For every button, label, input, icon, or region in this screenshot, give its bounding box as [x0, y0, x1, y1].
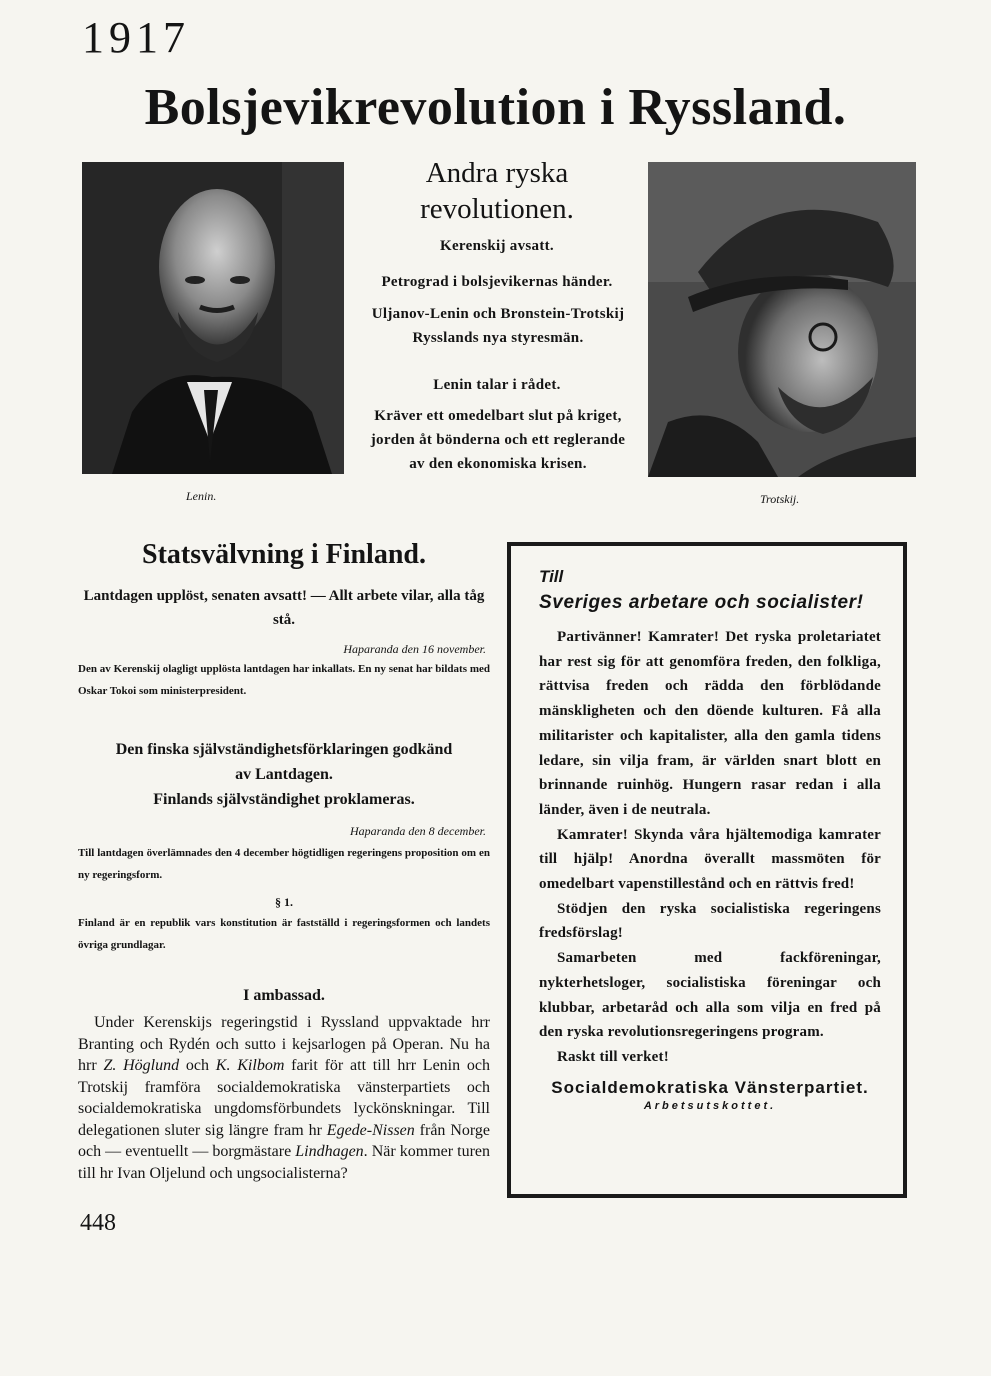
ambassad-name: Egede-Nissen	[326, 1121, 415, 1139]
ambassad-name: K. Kilbom	[215, 1057, 285, 1074]
manifesto-signature: Socialdemokratiska Vänsterpartiet.	[551, 1077, 869, 1097]
manifesto-address: Sveriges arbetare och socialister!	[539, 592, 864, 613]
manifesto-paragraph: Samarbeten med fackföreningar, nykterhetsloger, socialistiska föreningar och klubbar, arbetaråd och alla som vilja en fred på den ryska revolutionsregeringens program.	[539, 950, 881, 1041]
main-headline: Bolsjevikrevolution i Ryssland.	[144, 79, 847, 136]
ambassad-name: Z. Höglund	[103, 1057, 180, 1074]
finland-lead: Lantdagen upplöst, senaten avsatt! — Allt arbete vilar, alla tåg stå.	[83, 588, 485, 628]
independence-heading-line3: Finlands självständighet proklameras.	[153, 791, 415, 808]
ambassad-name: Lindhagen	[295, 1143, 364, 1160]
lenin-photo	[82, 162, 344, 474]
news-november: Den av Kerenskij olagligt upplösta lantdagen har inkallats. En ny senat har bildats med Oskar Tokoi som ministerpresident.	[78, 663, 490, 697]
trotskij-caption: Trotskij.	[760, 492, 800, 506]
center-p3: Uljanov-Lenin och Bronstein-Trotskij Rysslands nya styresmän.	[371, 306, 625, 346]
manifesto-paragraph: Kamrater! Skynda våra hjältemodiga kamrater till hjälp! Anordna överallt massmöten för omedelbart vapenstillestånd och en rättvis fred!	[539, 826, 881, 893]
center-p5: Kräver ett omedelbart slut på kriget, jorden åt bönderna och ett reglerande av den ekonomiska krisen.	[370, 408, 626, 472]
manifesto-box	[507, 542, 907, 1198]
news-constitution: Finland är en republik vars konstitution är fastställd i regeringsformen och landets övriga grundlagar.	[78, 917, 490, 951]
center-p1: Kerenskij avsatt.	[440, 238, 554, 254]
manifesto-paragraph: Stödjen den ryska socialistiska regeringens fredsförslag!	[539, 900, 881, 942]
page-number: 448	[80, 1210, 116, 1236]
manifesto-till: Till	[539, 567, 564, 586]
lenin-caption: Lenin.	[186, 489, 217, 503]
center-title	[368, 155, 626, 227]
independence-heading-line1: Den finska självständighetsförklaringen godkänd	[115, 741, 453, 758]
center-title-line2: revolutionen.	[420, 193, 574, 225]
manifesto-paragraph: Raskt till verket!	[557, 1048, 669, 1065]
dateline-november: Haparanda den 16 november.	[343, 642, 486, 656]
paragraph-symbol: § 1.	[275, 895, 293, 909]
ambassad-text: från Norge och — eventuellt — borgmästare	[78, 1121, 491, 1160]
center-p4: Lenin talar i rådet.	[433, 377, 561, 393]
finland-title: Statsvälvning i Finland.	[142, 539, 426, 570]
center-p2: Petrograd i bolsjevikernas händer.	[381, 274, 613, 290]
ambassad-text: farit för att till hrr Lenin och Trotskij framföra socialdemokratiska vänsterpartiets och socialdemokratiska ungdomsförbundets lyckönskningar. Till delegationen sluter sig längre fram hr	[78, 1057, 490, 1139]
ambassad-text: Under Kerenskijs regeringstid i Ryssland uppvaktade hrr Branting och Rydén och sutto i kejsarlogen på Operan. Nu ha hrr	[78, 1014, 490, 1074]
manifesto-subsignature: Arbetsutskottet.	[643, 1099, 777, 1112]
ambassad-text: och	[179, 1057, 216, 1074]
ambassad-title: I ambassad.	[243, 987, 325, 1004]
ambassad-text: . När kommer turen till hr Ivan Oljelund och ungsocialisterna?	[78, 1143, 490, 1182]
ambassad-body	[78, 1012, 490, 1184]
independence-heading	[78, 737, 490, 812]
dateline-december: Haparanda den 8 december.	[350, 824, 486, 838]
independence-heading-line2: av Lantdagen.	[235, 766, 333, 783]
news-december: Till lantdagen överlämnades den 4 december högtidligen regeringens proposition om en ny regeringsform.	[78, 847, 490, 881]
trotskij-photo	[648, 162, 916, 477]
manifesto-body	[539, 625, 881, 1070]
year-heading: 1917	[82, 13, 190, 62]
manifesto-paragraph: Partivänner! Kamrater! Det ryska proletariatet har rest sig för att genomföra freden, den folkliga, rättvisa freden och rädda den förblödande mänskligheten och den döende kulturen. Få alla militarister och kapitalister, alla den gamla tidens ledare, sin vilja fram, är världen snart blott en brinnande ruinhög. Hungern rasar redan i alla länder, även i de neutrala.	[539, 629, 881, 818]
center-title-line1: Andra ryska	[425, 157, 569, 189]
